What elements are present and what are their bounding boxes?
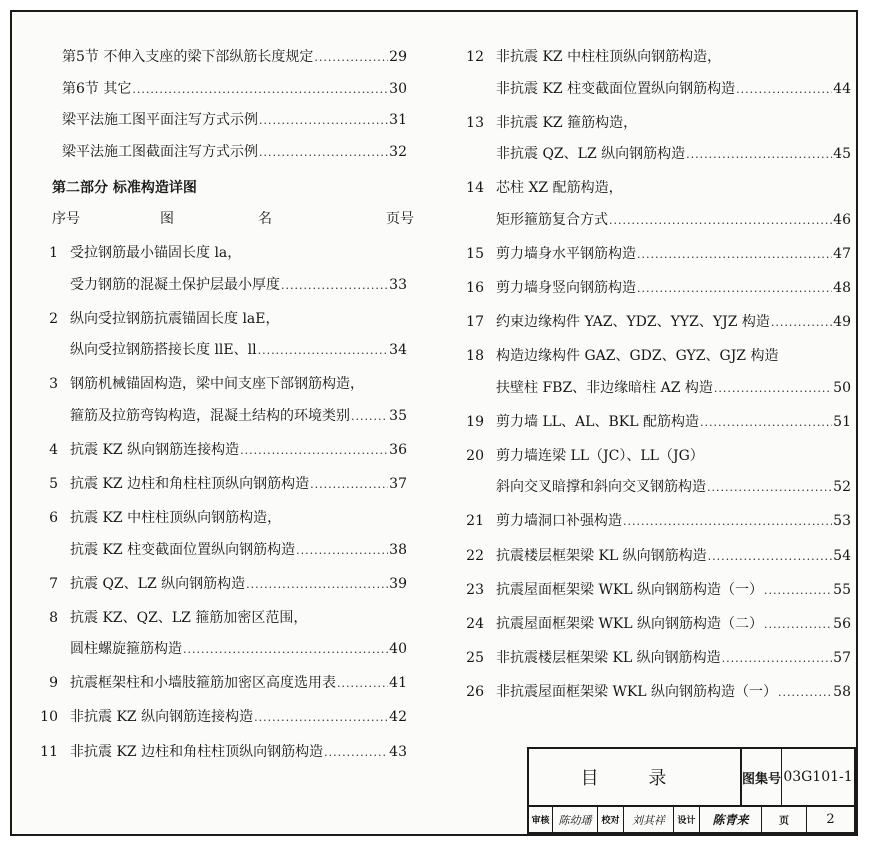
toc-page-number: 46 <box>833 211 851 228</box>
toc-entry-number: 12 <box>466 49 484 65</box>
toc-entry-line <box>36 276 407 295</box>
toc-entry-text-line <box>36 244 407 262</box>
toc-entry-title: 梁平法施工图截面注写方式示例 <box>62 143 258 160</box>
leader-dots <box>281 277 388 295</box>
leader-dots <box>314 49 388 67</box>
title-block-title: 目 录 <box>580 768 689 789</box>
toc-page-number: 35 <box>389 407 407 424</box>
toc-entry-number: 14 <box>466 180 484 197</box>
toc-entry-text-line <box>36 375 407 393</box>
toc-entry-title: 剪力墙连梁 LL（JC）、LL（JG） <box>496 447 704 464</box>
toc-entry-title: 抗震 KZ、QZ、LZ 箍筋加密区范围， <box>70 609 308 626</box>
toc-entry-number: 24 <box>466 615 484 632</box>
toc-entry-title: 构造边缘构件 GAZ、GDZ、GYZ、GJZ 构造 <box>496 348 779 365</box>
toc-entry-number: 5 <box>49 475 58 492</box>
toc-entry-number: 19 <box>466 413 484 430</box>
toc-entry-line <box>62 143 407 162</box>
toc-entry-number: 16 <box>466 279 484 296</box>
page-number: 2 <box>826 812 835 827</box>
toc-entry-title: 非抗震 KZ 柱变截面位置纵向钢筋构造 <box>496 80 736 97</box>
toc-entry-title: 抗震 KZ 纵向钢筋连接构造 <box>70 441 240 458</box>
toc-entry-title: 扶壁柱 FBZ、非边缘暗柱 AZ 构造 <box>496 379 713 396</box>
toc-page-number: 58 <box>833 683 851 700</box>
toc-entry-title: 第6节 其它 <box>62 80 132 97</box>
toc-entry-title: 约束边缘构件 YAZ、YDZ、YYZ、YJZ 构造 <box>496 314 770 330</box>
part-2-heading: 第二部分 标准构造详图 <box>52 180 197 196</box>
toc-entry-title: 非抗震 QZ、LZ 纵向钢筋构造 <box>496 146 686 163</box>
toc-page-number: 36 <box>389 441 407 458</box>
toc-entry-title: 剪力墙 LL、AL、BKL 配筋构造 <box>496 413 699 430</box>
leader-dots <box>240 442 388 460</box>
toc-entry-line <box>458 615 851 634</box>
toc-entry-title: 箍筋及拉筋弯钩构造，混凝土结构的环境类别 <box>70 407 350 424</box>
header-page: 页号 <box>386 210 414 227</box>
toc-page-number: 48 <box>833 279 851 296</box>
toc-entry-number: 6 <box>49 510 58 526</box>
toc-entry-title: 抗震 QZ、LZ 纵向钢筋构造 <box>70 575 246 592</box>
toc-entry-number: 18 <box>466 348 484 365</box>
leader-dots <box>258 342 389 360</box>
check-label: 校对 <box>601 816 620 826</box>
toc-entry-line <box>458 211 851 230</box>
toc-page-number: 45 <box>833 146 851 163</box>
toc-page-number: 37 <box>389 475 407 492</box>
toc-entry-text-line <box>36 310 407 328</box>
toc-entry-number: 3 <box>49 376 58 393</box>
toc-entry-number: 4 <box>49 441 58 458</box>
atlas-number: 03G101-1 <box>783 769 853 785</box>
toc-entry-number: 25 <box>466 649 484 666</box>
toc-entry-number: 23 <box>466 581 484 598</box>
toc-entry-text-line <box>458 347 851 365</box>
toc-entry-number: 13 <box>466 114 484 131</box>
check-signature: 刘其祥 <box>632 813 665 827</box>
toc-page-number: 53 <box>833 513 851 530</box>
toc-entry-title: 受力钢筋的混凝土保护层最小厚度 <box>70 276 280 293</box>
toc-page-number: 51 <box>833 413 851 430</box>
toc-entry-title: 剪力墙身水平钢筋构造 <box>496 245 636 262</box>
toc-page-number: 55 <box>833 581 851 598</box>
toc-entry-line <box>458 547 851 566</box>
toc-page-number: 38 <box>389 541 407 558</box>
toc-page-number: 33 <box>389 276 407 293</box>
toc-entry-line <box>458 145 851 164</box>
toc-page-number: 43 <box>389 743 407 760</box>
toc-entry-title: 第5节 不伸入支座的梁下部纵筋长度规定 <box>62 49 314 65</box>
toc-entry-line <box>458 581 851 600</box>
toc-entry-line <box>36 708 407 727</box>
design-label: 设计 <box>677 816 696 826</box>
header-name-1: 图 <box>160 210 174 227</box>
toc-page-number: 29 <box>389 49 407 65</box>
toc-entry-line <box>458 683 851 702</box>
toc-entry-line <box>458 80 851 99</box>
toc-entry-number: 1 <box>49 245 58 261</box>
design-signature: 陈青来 <box>712 813 749 827</box>
toc-page-number: 54 <box>833 547 851 564</box>
leader-dots <box>714 380 832 398</box>
leader-dots <box>609 212 832 230</box>
leader-dots <box>764 616 832 634</box>
toc-entry-text-line <box>458 179 851 197</box>
toc-entry-title: 受拉钢筋最小锚固长度 la， <box>70 245 242 261</box>
toc-entry-line <box>458 649 851 668</box>
toc-entry-line <box>36 743 407 762</box>
leader-dots <box>324 744 388 762</box>
toc-entry-title: 芯柱 XZ 配筋构造， <box>496 180 623 197</box>
toc-entry-title: 抗震框架柱和小墙肢箍筋加密区高度选用表 <box>70 675 336 692</box>
toc-entry-title: 矩形箍筋复合方式 <box>496 211 608 228</box>
leader-dots <box>686 146 832 164</box>
toc-entry-line <box>458 478 851 497</box>
toc-entry-line <box>36 541 407 560</box>
leader-dots <box>637 280 832 298</box>
toc-page-number: 44 <box>833 80 851 97</box>
toc-entry-number: 17 <box>466 314 484 330</box>
toc-entry-line <box>62 80 407 99</box>
toc-entry-line <box>36 407 407 426</box>
toc-entry-text-line <box>36 509 407 527</box>
leader-dots <box>707 479 832 497</box>
toc-page-number: 41 <box>389 675 407 692</box>
toc-entry-number: 10 <box>40 709 58 726</box>
leader-dots <box>337 675 388 693</box>
toc-entry-line <box>458 279 851 298</box>
toc-entry-line <box>62 111 407 130</box>
toc-entry-title: 斜向交叉暗撑和斜向交叉钢筋构造 <box>496 479 706 496</box>
toc-page-number: 32 <box>389 143 407 160</box>
toc-page-number: 50 <box>833 379 851 396</box>
toc-entry-title: 圆柱螺旋箍筋构造 <box>70 641 182 658</box>
toc-entry-title: 纵向受拉钢筋抗震锚固长度 laE， <box>70 310 280 327</box>
leader-dots <box>623 513 832 531</box>
toc-entry-number: 26 <box>466 683 484 700</box>
toc-entry-line <box>36 341 407 360</box>
toc-entry-number: 20 <box>466 447 484 464</box>
toc-entry-number: 2 <box>49 310 58 327</box>
toc-entry-title: 纵向受拉钢筋搭接长度 llE、ll <box>70 342 257 359</box>
review-label: 审核 <box>531 816 550 826</box>
toc-entry-text-line <box>458 48 851 66</box>
toc-entry-number: 7 <box>49 575 58 592</box>
toc-entry-line <box>36 475 407 494</box>
toc-entry-title: 非抗震楼层框架梁 KL 纵向钢筋构造 <box>496 649 721 666</box>
toc-page-number: 47 <box>833 245 851 262</box>
leader-dots <box>183 641 388 659</box>
leader-dots <box>259 144 388 162</box>
toc-entry-title: 抗震 KZ 边柱和角柱柱顶纵向钢筋构造 <box>70 475 310 492</box>
toc-entry-title: 抗震 KZ 中柱柱顶纵向钢筋构造， <box>70 510 282 526</box>
toc-entry-title: 抗震 KZ 柱变截面位置纵向钢筋构造 <box>70 541 296 558</box>
toc-entry-title: 抗震楼层框架梁 KL 纵向钢筋构造 <box>496 547 707 564</box>
toc-entry-title: 抗震屋面框架梁 WKL 纵向钢筋构造（一） <box>496 581 764 598</box>
toc-entry-text-line <box>458 447 851 465</box>
toc-entry-line <box>458 512 851 531</box>
toc-entry-number: 15 <box>466 245 484 262</box>
header-seq: 序号 <box>52 210 80 227</box>
review-signature: 陈幼璠 <box>558 813 592 827</box>
leader-dots <box>708 548 833 566</box>
toc-entry-title: 非抗震 KZ 中柱柱顶纵向钢筋构造， <box>496 49 722 65</box>
toc-entry-title: 抗震屋面框架梁 WKL 纵向钢筋构造（二） <box>496 615 764 632</box>
leader-dots <box>132 81 388 99</box>
toc-entry-line <box>62 48 407 67</box>
toc-entry-line <box>458 413 851 432</box>
toc-entry-number: 9 <box>49 675 58 692</box>
leader-dots <box>771 314 832 332</box>
leader-dots <box>736 81 832 99</box>
leader-dots <box>246 576 388 594</box>
toc-entry-line <box>458 245 851 264</box>
toc-entry-text-line <box>36 609 407 627</box>
leader-dots <box>778 684 832 702</box>
toc-page-number: 42 <box>389 709 407 726</box>
toc-entry-line <box>458 379 851 398</box>
toc-page-number: 31 <box>389 112 407 128</box>
toc-page-number: 52 <box>833 479 851 496</box>
leader-dots <box>351 408 388 426</box>
toc-page-number: 39 <box>389 575 407 592</box>
toc-page-number: 56 <box>833 615 851 632</box>
toc-entry-number: 21 <box>466 513 484 530</box>
leader-dots <box>259 112 388 130</box>
toc-entry-line <box>458 313 851 332</box>
leader-dots <box>700 414 832 432</box>
toc-entry-title: 非抗震屋面框架梁 WKL 纵向钢筋构造（一） <box>496 683 778 700</box>
leader-dots <box>310 476 388 494</box>
toc-entry-line <box>36 640 407 659</box>
toc-entry-title: 梁平法施工图平面注写方式示例 <box>62 112 258 128</box>
toc-entry-title: 剪力墙身竖向钢筋构造 <box>496 279 636 296</box>
toc-entry-number: 11 <box>40 743 58 760</box>
leader-dots <box>254 709 388 727</box>
page-label: 页 <box>779 816 789 827</box>
toc-page-number: 30 <box>389 80 407 97</box>
leader-dots <box>722 650 833 668</box>
toc-entry-title: 钢筋机械锚固构造，梁中间支座下部钢筋构造， <box>70 376 364 393</box>
toc-entry-title: 非抗震 KZ 箍筋构造， <box>496 114 638 131</box>
toc-page-number: 57 <box>833 649 851 666</box>
toc-entry-title: 非抗震 KZ 边柱和角柱柱顶纵向钢筋构造 <box>70 743 324 760</box>
leader-dots <box>637 246 832 264</box>
toc-entry-line <box>36 674 407 693</box>
toc-entry-title: 非抗震 KZ 纵向钢筋连接构造 <box>70 709 254 726</box>
toc-entry-line <box>36 575 407 594</box>
toc-entry-number: 8 <box>49 609 58 626</box>
header-name-2: 名 <box>258 210 272 227</box>
atlas-number-label: 图集号 <box>742 771 782 787</box>
toc-page-number: 40 <box>389 641 407 658</box>
toc-entry-title: 剪力墙洞口补强构造 <box>496 513 622 530</box>
toc-entry-line <box>36 441 407 460</box>
leader-dots <box>296 542 388 560</box>
toc-entry-text-line <box>458 114 851 132</box>
toc-entry-number: 22 <box>466 547 484 564</box>
toc-page-number: 49 <box>833 314 851 330</box>
title-block <box>527 747 856 834</box>
toc-page-number: 34 <box>389 342 407 359</box>
leader-dots <box>764 582 832 600</box>
drawing-sheet <box>10 10 858 836</box>
